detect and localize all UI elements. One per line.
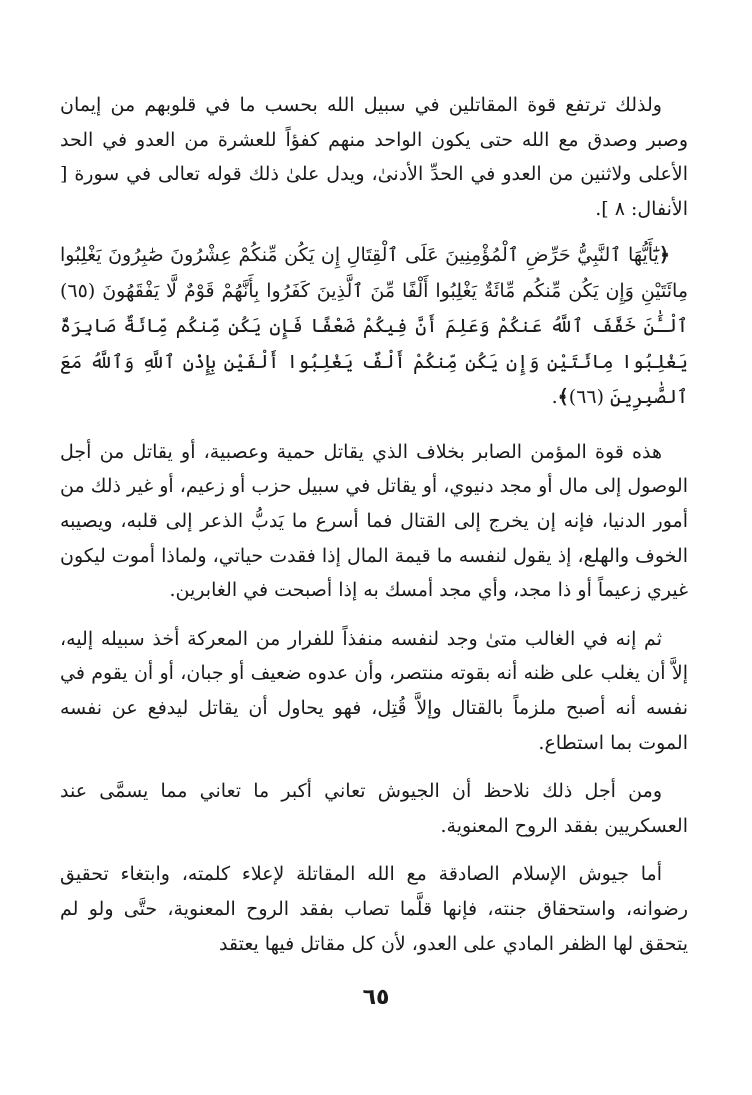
verse-open-bracket: ﴿ [658,244,670,267]
quran-verse [60,238,688,416]
page-body [60,88,688,961]
verse-close-bracket: ﴾ [557,386,569,409]
paragraph-intro: ولذلك ترتفع قوة المقاتلين في سبيل الله بحسب ما في قلوبهم من إيمان وصبر وصدق مع الله حتى يكون الواحد منهم كفؤاً للعشرة من العدو في الحد الأعلى ولاثنين من العدو في الحدِّ الأدنىٰ، ويدل علىٰ ذلك قوله تعالى في سورة [ الأنفال: ٨ ]. [60,94,688,220]
page-number: ٦٥ [362,985,390,1010]
verse-text: يَٰٓأَيُّهَا ٱلنَّبِيُّ حَرِّضِ ٱلْمُؤْمِنِينَ عَلَى ٱلْقِتَالِ إِن يَكُن مِّنكُمْ عِشْرُونَ صَٰبِرُونَ يَغْلِبُوا مِائَتَيْنِ وَإِن يَكُن مِّنكُم مِّائَةٌ يَغْلِبُوا أَلْفًا مِّنَ ٱلَّذِينَ كَفَرُوا بِأَنَّهُمْ قَوْمٌ لَّا يَفْقَهُونَ (٦٥) ٱلْـَٰٔنَ خَفَّفَ ٱللَّهُ عَنكُمْ وَعَلِمَ أَنَّ فِيكُمْ ضَعْفًا فَإِن يَكُن مِّنكُم مِّائَةٌ صَابِرَةٌ يَغْلِبُوا مِائَتَيْنِ وَإِن يَكُن مِّنكُمْ أَلْفٌ يَغْلِبُوا أَلْفَيْنِ بِإِذْنِ ٱللَّهِ وَٱللَّهُ مَعَ ٱلصَّٰبِرِينَ (٦٦) [60,244,688,409]
paragraph-courage: هذه قوة المؤمن الصابر بخلاف الذي يقاتل حمية وعصبية، أو يقاتل من أجل الوصول إلى مال أو مجد دنيوي، أو يقاتل في سبيل حزب أو زعيم، أو غير ذلك من أمور الدنيا، فإنه إن يخرج إلى القتال فما أسرع ما يَدبُّ الذعر إلى قلبه، ويصيبه الخوف والهلع، إذ يقول لنفسه ما قيمة المال إذا فقدت حياتي، ولماذا أموت ليكون غيري زعيماً أو ذا مجد، وأي مجد أمسك به إذا أصبحت في الغابرين. [60,440,688,602]
paragraph-islamic-armies: أما جيوش الإسلام الصادقة مع الله المقاتلة لإعلاء كلمته، وابتغاء تحقيق رضوانه، واستحقاق جنته، فإنها قلَّما تصاب بفقد الروح المعنوية، حتَّى ولو لم يتحقق لها الظفر المادي على العدو، لأن كل مقاتل فيها يعتقد [60,863,688,955]
paragraph-retreat: ثم إنه في الغالب متىٰ وجد لنفسه منفذاً للفرار من المعركة أخذ سبيله إليه، إلاَّ أن يغلب على ظنه أنه بقوته منتصر، وأن عدوه ضعيف أو جبان، أو أن يقوم في نفسه أنه أصبح ملزماً بالقتال وإلاَّ قُتِل، فهو يحاول أن يقاتل ليدفع عن نفسه الموت بما استطاع. [60,627,688,754]
paragraph-morale: ومن أجل ذلك نلاحظ أن الجيوش تعاني أكبر ما تعاني مما يسمَّى عند العسكريين بفقد الروح المعنوية. [60,780,688,837]
verse-end-mark: . [551,386,558,409]
